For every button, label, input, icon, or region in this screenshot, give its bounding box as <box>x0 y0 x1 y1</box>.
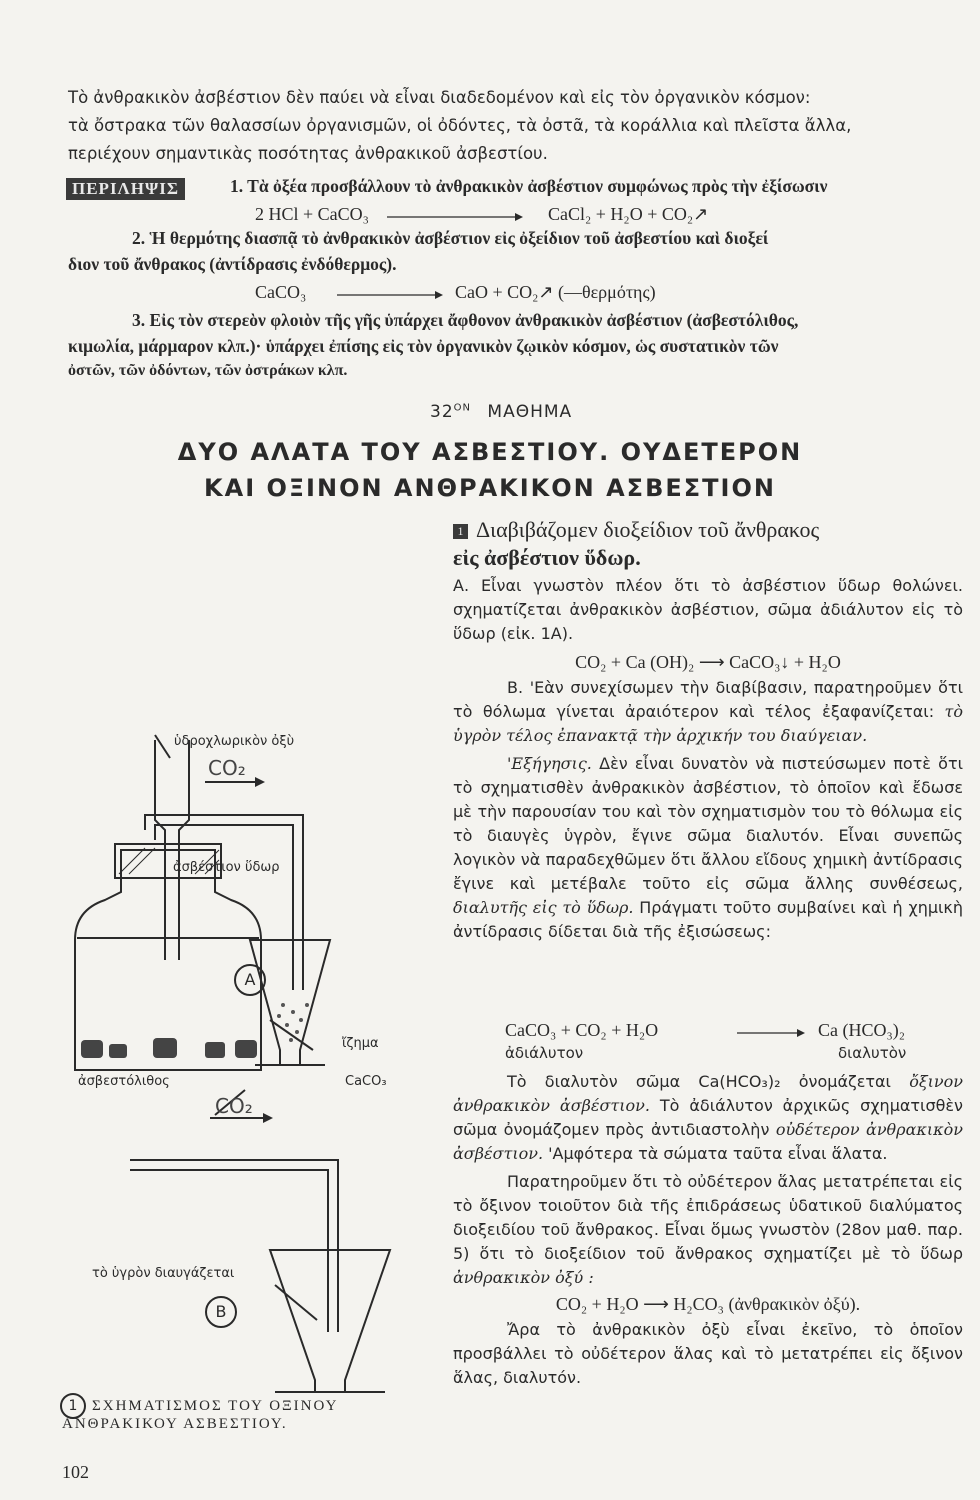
page-number: 102 <box>62 1462 89 1482</box>
page-title-line-2: ΚΑΙ ΟΞΙΝΟΝ ΑΝΘΡΑΚΙΚΟΝ ΑΣΒΕΣΤΙΟΝ <box>204 474 776 502</box>
figure-label-b: Β <box>215 1302 227 1321</box>
summary-item-3-line3: ὀστῶν, τῶν ὀδόντων, τῶν ὀστράκων κλπ. <box>68 362 348 379</box>
equation-b-under-left: ἀδιάλυτον <box>505 1044 584 1062</box>
equation-a: CO₂ + Ca (OH)₂ ⟶ CaCO₃↓ + H₂O <box>575 652 841 672</box>
summary-eq2-left: CaCO₃ <box>255 282 307 302</box>
paragraph-3b: Τὸ ἀδιάλυτον ἀρχικῶς σχηματισθὲν σῶμα ὀνομάζομεν πρὸς ἀντιδιαστολὴν <box>453 1096 963 1139</box>
summary-item-2-line2: διον τοῦ ἄνθρακος (ἀντίδρασις ἐνδόθερμος). <box>68 254 397 274</box>
explanation-text-2: Πράγματι τοῦτο συμβαίνει καὶ ἡ χημικὴ ἀντίδρασις δίδεται διὰ τῆς ἐξισώσεως: <box>453 898 964 941</box>
apparatus-figure <box>55 720 445 1420</box>
equation-b-right: Ca (HCO₃)₂ <box>818 1020 906 1040</box>
summary-item-1: 1. Τὰ ὀξέα προσβάλλουν τὸ ἀνθρακικὸν ἀσβέστιον συμφώνως πρὸς τὴν ἐξίσωσιν <box>230 176 828 196</box>
eq1-arrow <box>385 210 525 224</box>
equation-b-under-right: διαλυτὸν <box>838 1044 907 1062</box>
summary-item-3-line2: κιμωλία, μάρμαρον κλπ.)· ὑπάρχει ἐπίσης εἰς τὸν ὀργανικὸν ζῳικὸν κόσμον, ὡς συστατικὸν τῶν <box>68 336 779 356</box>
intro-line-3: περιέχουν σημαντικὰς ποσότητας ἀνθρακικοῦ ἀσβεστίου. <box>68 144 548 163</box>
eq2-arrow <box>335 288 445 302</box>
summary-badge: ΠΕΡΙΛΗΨΙΣ <box>66 178 185 200</box>
explanation-italic: διαλυτῆς εἰς τὸ ὕδωρ. <box>453 898 634 917</box>
section-heading-1: Διαβιβάζομεν διοξείδιον τοῦ ἄνθρακος <box>476 517 820 542</box>
figure-label-limewater: ἀσβέστιον ὕδωρ <box>173 860 280 875</box>
delivery-tube-outer <box>145 815 303 990</box>
figure-label-co2-a: CO₂ <box>208 756 246 780</box>
section-heading-2: εἰς ἀσβέστιον ὕδωρ. <box>453 545 641 570</box>
paragraph-3c: 'Αμφότερα τὰ σώματα ταῦτα εἶναι ἅλατα. <box>548 1144 888 1163</box>
section-body-bottom <box>453 1070 963 1390</box>
paragraph-4: Παρατηροῦμεν ὅτι τὸ οὐδέτερον ἅλας μετατρέπεται εἰς τὸ ὄξινον τοιοῦτον διὰ τῆς ἐπιδράσεως ὑδατικοῦ διαλύματος διοξειδίου τοῦ ἄνθρακος. Εἶναι ὅμως γνωστὸν (28ον μαθ. παρ. 5) ὅτι τὸ διοξείδιον τοῦ ἄνθρακος σχηματίζει μὲ τὸ ὕδωρ <box>453 1172 963 1263</box>
section-heading <box>453 516 968 572</box>
equation-b-left: CaCO₃ + CO₂ + H₂O <box>505 1020 659 1040</box>
lesson-word: ΜΑΘΗΜΑ <box>487 402 573 422</box>
summary-eq1-right: CaCl₂ + H₂O + CO₂↗ <box>548 204 709 224</box>
summary-eq1-left: 2 HCl + CaCO₃ <box>255 204 369 224</box>
caption-number: 1 <box>60 1393 86 1419</box>
section-number-box: 1 <box>453 524 468 539</box>
paragraph-b-italic: τὸ ὑγρὸν τέλος ἐπανακτᾷ τὴν ἀρχικήν του διαύγειαν. <box>453 702 963 745</box>
flask-b <box>270 1250 390 1392</box>
equation-c: CO₂ + H₂O ⟶ H₂CO₃ (ἀνθρακικὸν ὀξύ). <box>555 1294 861 1314</box>
eqB-arrow <box>735 1026 807 1040</box>
caption-line-2: ΑΝΘΡΑΚΙΚΟΥ ΑΣΒΕΣΤΙΟΥ. <box>62 1416 288 1432</box>
bottle <box>75 850 261 1070</box>
paragraph-3-italic-2: οὐδέτερον ἀνθρακικὸν ἀσβέστιον. <box>453 1120 964 1163</box>
section-body-top <box>453 574 963 944</box>
paragraph-b: Β. 'Εὰν συνεχίσωμεν τὴν διαβίβασιν, παρατηροῦμεν ὅτι τὸ θόλωμα γίνεται ἀραιότερον καὶ τέλος ἐξαφανίζεται: <box>453 678 963 721</box>
intro-line-2: τὰ ὄστρακα τῶν θαλασσίων ὀργανισμῶν, οἱ ὀδόντες, τὰ ὀστᾶ, τὰ κοράλλια καὶ πλεῖστα ἄλλα, <box>68 116 852 135</box>
lesson-number: 32 <box>430 402 454 422</box>
intro-line-1: Τὸ ἀνθρακικὸν ἀσβέστιον δὲν παύει νὰ εἶναι διαδεδομένον καὶ εἰς τὸν ὀργανικὸν κόσμον: <box>68 88 811 107</box>
figure-label-co2-b: CO₂ <box>215 1094 253 1118</box>
caption-line-1: ΣΧΗΜΑΤΙΣΜΟΣ ΤΟΥ ΟΞΙΝΟΥ <box>92 1398 339 1414</box>
figure-label-limestone: ἀσβεστόλιθος <box>78 1074 170 1089</box>
paragraph-a: Α. Εἶναι γνωστὸν πλέον ὅτι τὸ ἀσβέστιον ὕδωρ θολώνει. σχηματίζεται ἀνθρακικὸν ἀσβέστιον, σῶμα ἀδιάλυτον εἰς τὸ ὕδωρ (εἰκ. 1Α). <box>453 576 963 643</box>
figure-label-clear: τὸ ὑγρὸν διαυγάζεται <box>92 1266 235 1281</box>
paragraph-5: Ἄρα τὸ ἀνθρακικὸν ὀξὺ εἶναι ἐκεῖνο, τὸ ὁποῖον προσβάλλει τὸ οὐδέτερον ἅλας καὶ τὸ μετατρέπει εἰς ὄξινον ἅλας, διαλυτόν. <box>453 1320 963 1387</box>
page-title-line-1: ΔΥΟ ΑΛΑΤΑ ΤΟΥ ΑΣΒΕΣΤΙΟΥ. ΟΥΔΕΤΕΡΟΝ <box>177 438 803 466</box>
summary-eq2-right: CaO + CO₂↗ (—θερμότης) <box>455 282 656 302</box>
lesson-label <box>430 402 572 422</box>
explanation-label: 'Εξήγησις. <box>507 754 592 773</box>
explanation-text: Δὲν εἶναι δυνατὸν νὰ πιστεύσωμεν ποτὲ ὅτι τὸ σχηματισθὲν ἀνθρακικὸν ἀσβέστιον, τὸ ὁποῖον καὶ ἔδωσε μὲ τὴν παρουσίαν του καὶ τὸν σχηματισμὸν του τὸ θόλωμα εἰς τὸ διαυγὲς ὑγρὸν, ἔγινε σῶμα διαλυτόν. Εἶναι συνεπῶς λογικὸν νὰ παραδεχθῶμεν ὅτι ἄλλου εἴδους χημικὴ ἀντίδρασις ἔγινε καὶ μετέβαλε τοῦτο εἰς σῶμα ἄλλης συνθέσεως, <box>453 754 964 893</box>
figure-label-hcl: ὑδροχλωρικὸν ὀξὺ <box>174 734 295 749</box>
figure-label-caco3: CaCO₃ <box>345 1074 387 1089</box>
figure-label-sediment: ἴζημα <box>342 1036 379 1051</box>
paragraph-3-italic: ὄξινον ἀνθρακικὸν ἀσβέστιον. <box>453 1072 963 1115</box>
figure-label-a: Α <box>244 970 256 989</box>
summary-item-2-line1: 2. Ἡ θερμότης διασπᾷ τὸ ἀνθρακικὸν ἀσβέστιον εἰς ὀξείδιον τοῦ ἀσβεστίου καὶ διοξεί <box>132 228 769 248</box>
paragraph-3a: Τὸ διαλυτὸν σῶμα Ca(HCO₃)₂ ὀνομάζεται <box>507 1072 891 1091</box>
summary-item-3-line1: 3. Εἰς τὸν στερεὸν φλοιὸν τῆς γῆς ὑπάρχει ἄφθονον ἀνθρακικὸν ἀσβέστιον (ἀσβεστόλιθος, <box>132 310 799 330</box>
lesson-suffix: ΟΝ <box>453 402 471 414</box>
paragraph-4-italic: ἀνθρακικὸν ὀξύ : <box>453 1268 594 1287</box>
